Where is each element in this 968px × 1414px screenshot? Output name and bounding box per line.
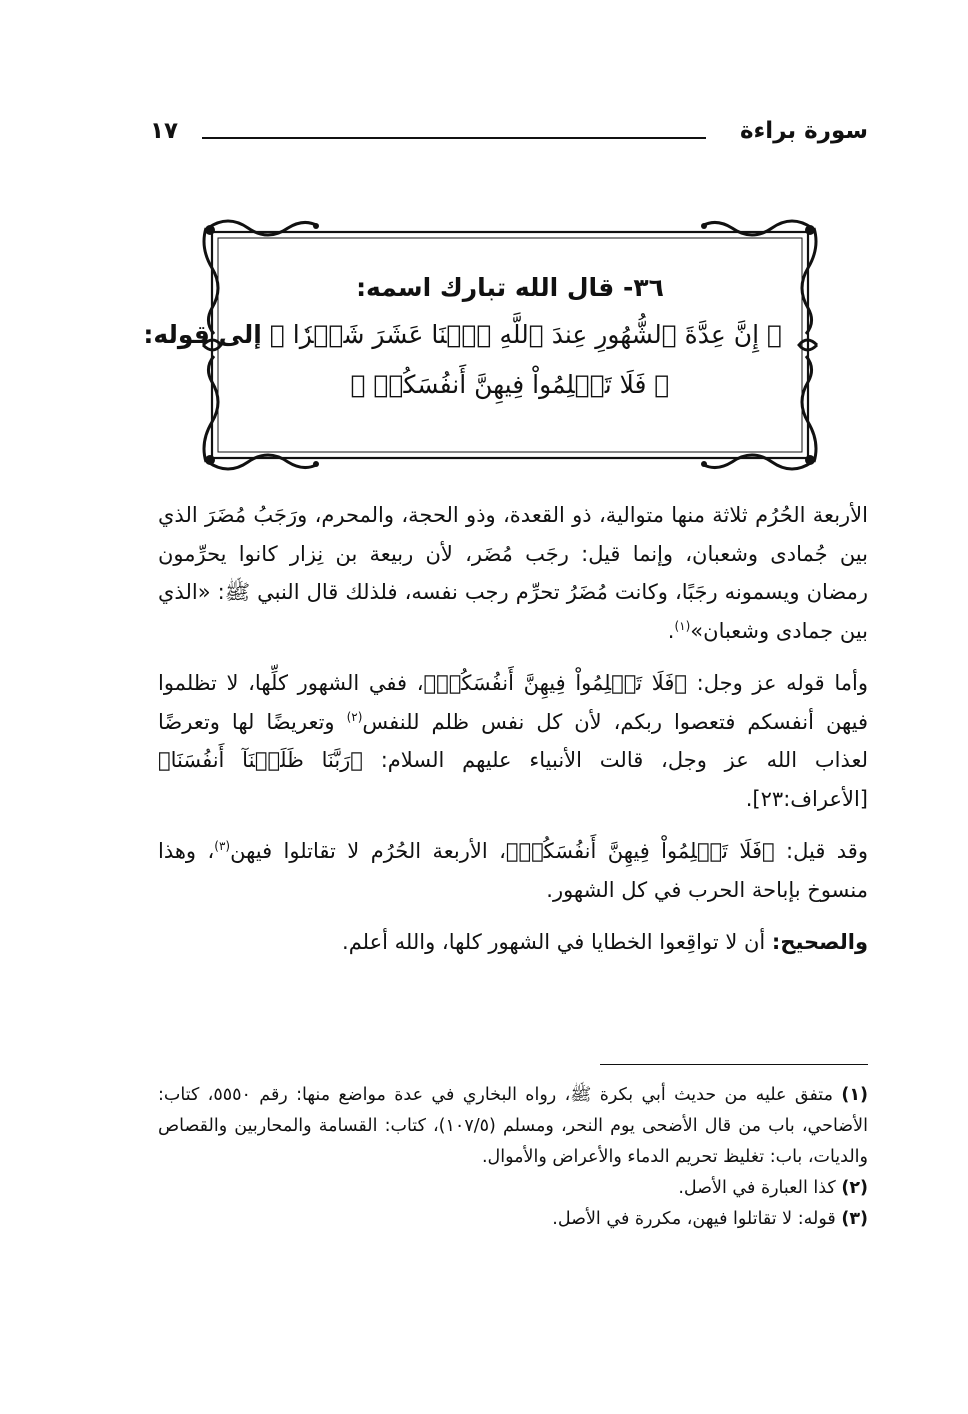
quran-quote-2: ﴿فَلَا تَظۡلِمُواْ فِيهِنَّ أَنفُسَكُمۡ﴾	[423, 671, 687, 695]
paragraph-4-text: أن لا تواقِعوا الخطايا في الشهور كلها، والله أعلم.	[342, 930, 772, 954]
quran-quote-araf: ﴿رَبَّنَا ظَلَمۡنَآ أَنفُسَنَا﴾	[158, 748, 363, 772]
footnote-number: (١)	[841, 1085, 868, 1105]
verse-line-2	[238, 360, 782, 410]
footnote-text: قوله: لا تقاتلوا فيهن، مكررة في الأصل.	[552, 1209, 842, 1229]
paragraph-3	[158, 832, 868, 909]
footnote-text: متفق عليه من حديث أبي بكرة ﷺ، رواه البخاري في عدة مواضع منها: رقم ٥٥٥٠، كتاب: الأضاحي، باب من قال الأضحى يوم النحر، ومسلم (١٠٧/٥)، كتاب: القسامة والمحاربين والقصاص والديات، باب: تغليظ تحريم الدماء والأعراض والأموال.	[158, 1085, 868, 1167]
until-his-saying: إلى قوله:	[143, 320, 262, 349]
footnote-ref-1[interactable]: (١)	[674, 618, 691, 633]
footnote-ref-3[interactable]: (٣)	[214, 839, 231, 853]
quran-verse-1: ﴿ إِنَّ عِدَّةَ ٱلشُّهُورِ عِندَ ٱللَّهِ ٱثۡنَا عَشَرَ شَهۡرٗا ﴾	[269, 320, 782, 349]
quran-quote-3: ﴿فَلَا تَظۡلِمُواْ فِيهِنَّ أَنفُسَكُمۡ﴾	[505, 839, 775, 863]
paragraph-2	[158, 664, 868, 818]
paragraph-2-part-a: وأما قوله عز وجل:	[686, 671, 868, 695]
footnote-3	[158, 1204, 868, 1235]
running-header-title: سورة براءة	[739, 118, 868, 144]
paragraph-2-part-b: ، ففي الشهور كلِّها، لا تظلموا فيهن أنفسكم فتعصوا ربكم، لأن كل نفس ظلم للنفس	[158, 671, 869, 734]
ornamental-frame	[143, 218, 822, 472]
commentary-body	[158, 496, 868, 976]
paragraph-3-part-c: ، وهذا منسوخ بإباحة الحرب في كل الشهور.	[158, 839, 868, 902]
footnote-ref-2[interactable]: (٢)	[346, 709, 363, 724]
footnote-2	[158, 1173, 868, 1204]
paragraph-1-text: الأربعة الحُرُم ثلاثة منها متوالية، ذو القعدة، وذو الحجة، والمحرم، ورَجَبُ مُضَرَ الذي بين جُمادى وشعبان، وإنما قيل: رجَب مُضَر، لأن ربيعة بن نِزار كانوا يحرِّمون رمضان ويسمونه رجَبًا، وكانت مُضَرُ تحرِّم رجب نفسه، فلذلك قال النبي ﷺ: «الذي بين جمادى وشعبان»	[158, 503, 868, 643]
footnote-number: (٢)	[841, 1178, 868, 1198]
verse-heading: ٣٦- قال الله تبارك اسمه:	[356, 273, 664, 302]
paragraph-2-part-c: وتعريضًا لها وتعرضًا لعذاب الله عز وجل، قالت الأنبياء عليهم السلام:	[158, 709, 868, 772]
frame-text	[143, 266, 782, 410]
footnote-number: (٣)	[841, 1209, 868, 1229]
footnote-text: كذا العبارة في الأصل.	[678, 1178, 842, 1198]
paragraph-1-end: .	[667, 618, 675, 643]
verse-line-1	[143, 310, 782, 360]
paragraph-3-part-b: ، الأربعة الحُرُم لا تقاتلوا فيهن	[230, 839, 506, 863]
paragraph-4	[158, 923, 868, 962]
surah-citation: [الأعراف:٢٣].	[745, 786, 868, 811]
page-number: ١٧	[150, 118, 179, 144]
quran-verse-2: ﴿ فَلَا تَظۡلِمُواْ فِيهِنَّ أَنفُسَكُمۡ ﴾	[350, 370, 670, 399]
paragraph-3-part-a: وقد قيل:	[774, 839, 868, 863]
paragraph-1	[158, 496, 868, 650]
footnote-rule	[600, 1064, 868, 1065]
footnote-1	[158, 1080, 868, 1173]
footnotes	[158, 1080, 868, 1235]
correct-opinion-label: والصحيح:	[771, 930, 868, 954]
header-rule	[202, 137, 706, 139]
